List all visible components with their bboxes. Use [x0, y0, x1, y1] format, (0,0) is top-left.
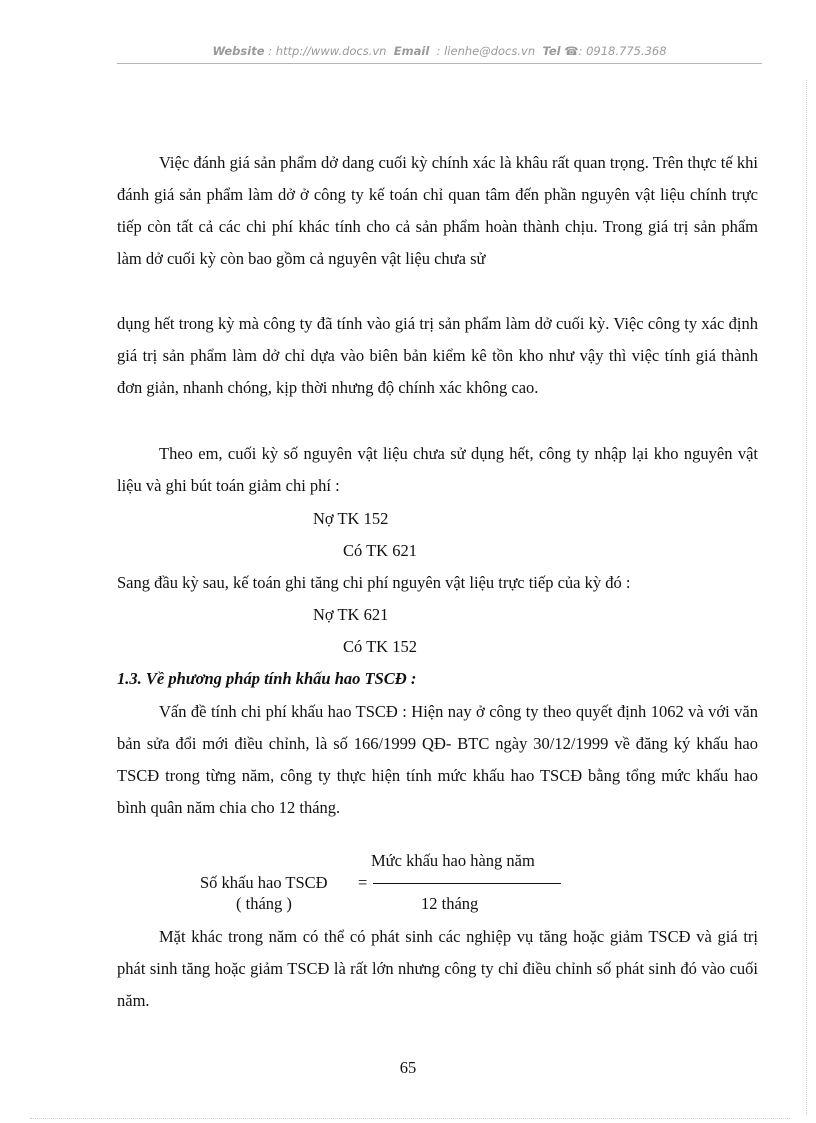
- website-label: Website: [212, 44, 265, 58]
- page-header: [117, 44, 762, 58]
- journal-entry-1-debit: Nợ TK 152: [313, 509, 389, 528]
- page-number: 65: [399, 1058, 417, 1077]
- formula-lhs-line1: Số khấu hao TSCĐ: [200, 873, 328, 892]
- journal-entry-2-debit: Nợ TK 621: [313, 605, 389, 624]
- formula-equals: =: [358, 873, 368, 892]
- section-heading: 1.3. Về phương pháp tính khấu hao TSCĐ :: [117, 669, 417, 688]
- tel-value: : 0918.775.368: [578, 44, 667, 58]
- right-border: [806, 80, 807, 1115]
- journal-entry-1-credit: Có TK 621: [343, 541, 417, 560]
- paragraph-5: Vấn đề tính chi phí khấu hao TSCĐ : Hiện nay ở công ty theo quyết định 1062 và với văn bản sửa đổi mới điều chỉnh, là số 166/1999 QĐ- BTC ngày 30/12/1999 về đăng ký khấu hao TSCĐ trong từng năm, công ty thực hiện tính mức khấu hao TSCĐ bằng tổng mức khấu hao bình quân năm chia cho 12 tháng.: [117, 702, 758, 817]
- email-label: Email: [393, 44, 430, 58]
- journal-entry-2-credit: Có TK 152: [343, 637, 417, 656]
- paragraph-2: dụng hết trong kỳ mà công ty đã tính vào giá trị sản phẩm làm dở cuối kỳ. Việc công ty xác định giá trị sản phẩm làm dở chỉ dựa vào biên bản kiểm kê tồn kho như vậy thì việc tính giá thành đơn giản, nhanh chóng, kịp thời nhưng độ chính xác không cao.: [117, 314, 758, 397]
- paragraph-4: Sang đầu kỳ sau, kế toán ghi tăng chi phí nguyên vật liệu trực tiếp của kỳ đó :: [117, 573, 631, 592]
- paragraph-3: Theo em, cuối kỳ số nguyên vật liệu chưa sử dụng hết, công ty nhập lại kho nguyên vật liệu và ghi bút toán giảm chi phí :: [117, 444, 758, 495]
- phone-icon: ☎: [564, 44, 579, 58]
- website-value: : http://www.docs.vn: [268, 44, 387, 58]
- formula-lhs-line2: ( tháng ): [236, 894, 292, 913]
- header-divider: [117, 63, 762, 64]
- formula-denominator: 12 tháng: [421, 894, 479, 913]
- bottom-border: [30, 1118, 790, 1119]
- formula-numerator: Mức khấu hao hàng năm: [371, 851, 535, 870]
- tel-label: Tel: [542, 44, 561, 58]
- email-value: : lienhe@docs.vn: [436, 44, 536, 58]
- paragraph-1: Việc đánh giá sản phẩm dở dang cuối kỳ chính xác là khâu rất quan trọng. Trên thực tế khi đánh giá sản phẩm làm dở ở công ty kế toán chỉ quan tâm đến phần nguyên vật liệu chính trực tiếp còn tất cả các chi phí khác tính cho cả sản phẩm hoàn thành chịu. Trong giá trị sản phẩm làm dở cuối kỳ còn bao gồm cả nguyên vật liệu chưa sử: [117, 153, 758, 268]
- fraction-bar: [373, 883, 561, 884]
- paragraph-6: Mặt khác trong năm có thể có phát sinh các nghiệp vụ tăng hoặc giảm TSCĐ và giá trị phát sinh tăng hoặc giảm TSCĐ là rất lớn nhưng công ty chỉ điều chỉnh số phát sinh đó vào cuối năm.: [117, 927, 758, 1010]
